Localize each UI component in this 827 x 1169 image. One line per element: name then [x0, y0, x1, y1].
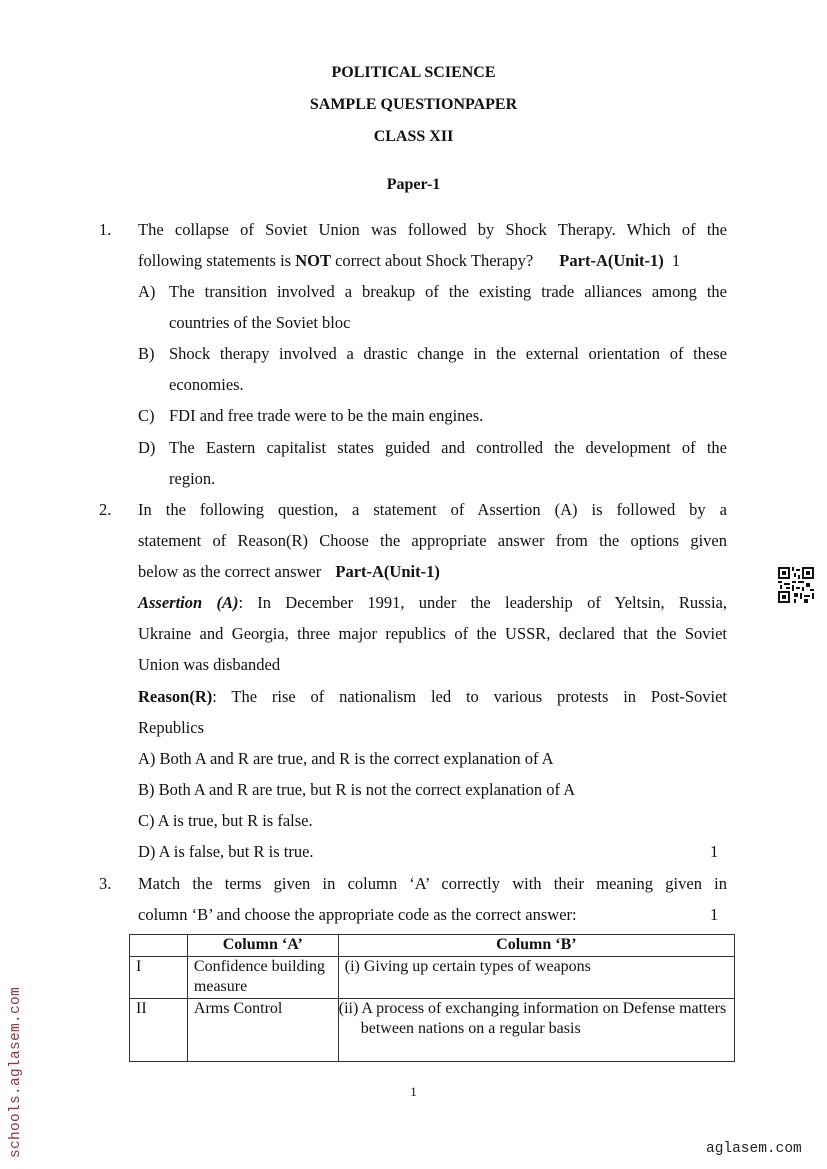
subject-title: POLITICAL SCIENCE: [331, 64, 496, 81]
marks: 1: [710, 905, 719, 924]
question-text: statement of Reason(R) Choose the appropriate answer from the options given: [138, 531, 727, 550]
match-table: [129, 934, 735, 1062]
column-a-cell: Confidence building measure: [187, 957, 338, 999]
question-text: [138, 562, 440, 582]
option-text: economies.: [169, 375, 244, 394]
qr-code-icon: [776, 565, 816, 605]
column-a-cell: Arms Control: [187, 999, 338, 1062]
assertion-label: Assertion (A): [138, 593, 239, 612]
assertion-text: Ukraine and Georgia, three major republics of the USSR, declared that the Soviet: [138, 624, 727, 643]
class-title: CLASS XII: [373, 128, 454, 145]
text-segment: following statements is: [138, 251, 296, 270]
text-segment: correct about Shock Therapy?: [330, 251, 534, 270]
option-text: countries of the Soviet bloc: [169, 313, 351, 332]
option: A) Both A and R are true, and R is the correct explanation of A: [138, 749, 554, 768]
option-text: Shock therapy involved a drastic change in the external orientation of these: [169, 344, 727, 363]
question-number: 3.: [99, 874, 112, 893]
marks: 1: [710, 842, 719, 861]
row-number: I: [130, 957, 188, 999]
option-text: FDI and free trade were to be the main engines.: [169, 406, 484, 425]
reason-label: Reason(R): [138, 687, 213, 706]
question-text: Match the terms given in column ‘A’ correctly with their meaning given in: [138, 874, 727, 893]
option-text: region.: [169, 469, 216, 488]
option-label: D): [138, 438, 156, 457]
column-b-cell: (ii) A process of exchanging information on Defense matters between nations on a regular basis: [338, 999, 734, 1062]
question-number: 1.: [99, 220, 112, 239]
table-header-row: [130, 935, 735, 957]
emphasis-not: NOT: [295, 251, 331, 270]
assertion: [138, 593, 727, 613]
row-number: II: [130, 999, 188, 1062]
option-label: C): [138, 406, 155, 425]
footer-watermark: aglasem.com: [706, 1141, 802, 1157]
table-header: Column ‘A’: [187, 935, 338, 957]
page-number: 1: [410, 1084, 417, 1099]
option: B) Both A and R are true, but R is not the correct explanation of A: [138, 780, 576, 799]
column-b-cell: (i) Giving up certain types of weapons: [338, 957, 734, 999]
assertion-text: : In December 1991, under the leadership of Yeltsin, Russia,: [238, 593, 727, 612]
question-text: In the following question, a statement of Assertion (A) is followed by a: [138, 500, 727, 519]
option-label: B): [138, 344, 155, 363]
question-text: [138, 251, 727, 271]
text-segment: below as the correct answer: [138, 562, 322, 581]
paper-title: Paper-1: [386, 176, 441, 193]
question-number: 2.: [99, 500, 112, 519]
option-text: The transition involved a breakup of the existing trade alliances among the: [169, 282, 727, 301]
question-text: The collapse of Soviet Union was followed by Shock Therapy. Which of the: [138, 220, 727, 239]
question-text: column ‘B’ and choose the appropriate code as the correct answer:: [138, 905, 577, 924]
table-header: [130, 935, 188, 957]
part-tag: Part-A(Unit-1): [335, 562, 440, 581]
option-text: The Eastern capitalist states guided and controlled the development of the: [169, 438, 727, 457]
reason: [138, 687, 727, 707]
assertion-text: Union was disbanded: [138, 655, 281, 674]
doc-type-title: SAMPLE QUESTIONPAPER: [309, 96, 518, 113]
reason-text: Republics: [138, 718, 204, 737]
option: D) A is false, but R is true.: [138, 842, 314, 861]
part-tag: Part-A(Unit-1): [559, 251, 664, 270]
reason-text: : The rise of nationalism led to various protests in Post-Soviet: [212, 687, 727, 706]
table-row: [130, 999, 735, 1062]
option: C) A is true, but R is false.: [138, 811, 313, 830]
marks: 1: [671, 251, 681, 270]
table-header: Column ‘B’: [338, 935, 734, 957]
option-label: A): [138, 282, 156, 301]
table-row: [130, 957, 735, 999]
side-watermark: schools.aglasem.com: [8, 986, 24, 1158]
